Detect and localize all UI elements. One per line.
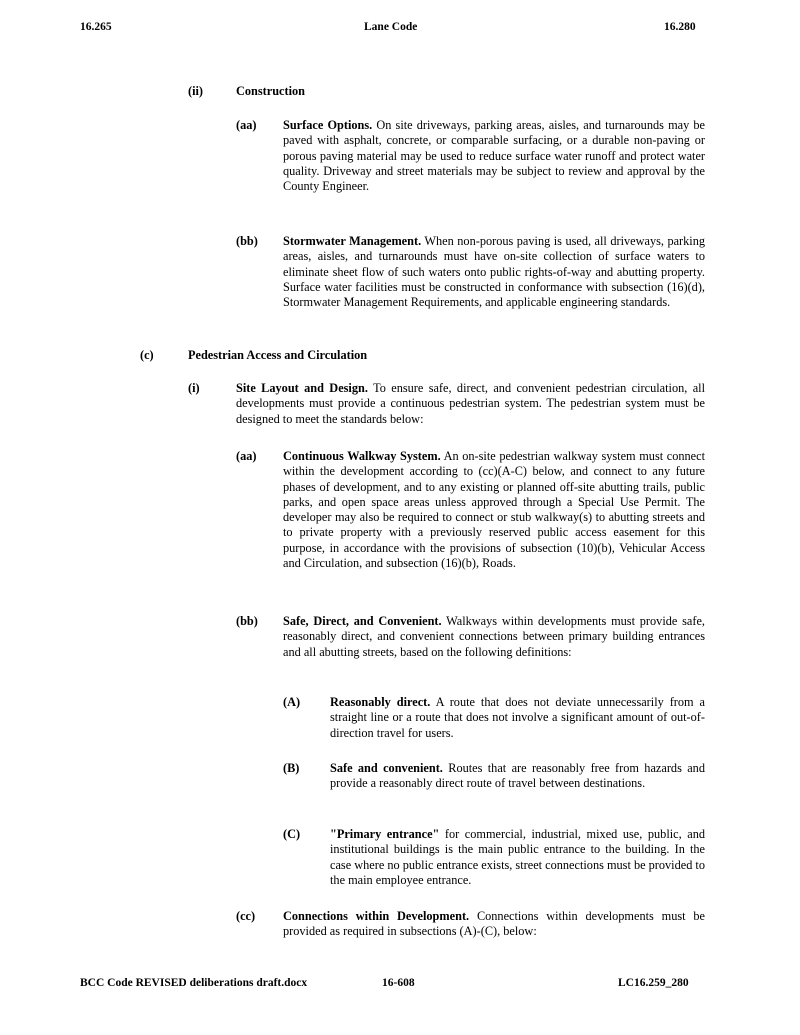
- item-aa-walkway-paragraph: [283, 449, 705, 571]
- item-aa-surface-text: On site driveways, parking areas, aisles, and turnarounds may be paved with asphalt, concrete, or comparable surfacing, or a durable non-paving or porous paving material may be used to reduce surface water runoff and protect water quality. Driveway and street materials may be subject to review and approval by the County Engineer.: [283, 118, 705, 194]
- item-A-paragraph: [330, 695, 705, 741]
- footer-document-code: LC16.259_280: [618, 977, 689, 989]
- item-bb-safe-label: (bb): [236, 614, 258, 628]
- item-i-text: To ensure safe, direct, and convenient pedestrian circulation, all developments must provide a continuous pedestrian system. The pedestrian system must be designed to meet the standards below:: [236, 381, 705, 426]
- footer-filename: BCC Code REVISED deliberations draft.docx: [80, 977, 308, 989]
- item-B-text: Routes that are reasonably free from hazards and provide a reasonably direct route of travel between destinations.: [330, 761, 705, 791]
- item-i-title: Site Layout and Design.: [236, 381, 368, 395]
- item-cc-text: Connections within developments must be provided as required in subsections (A)-(C), below:: [283, 909, 705, 939]
- footer-page-number: 16-608: [382, 977, 415, 989]
- item-bb-stormwater-label: (bb): [236, 234, 258, 248]
- item-aa-surface-paragraph: [283, 118, 705, 194]
- item-aa-surface-label: (aa): [236, 118, 257, 132]
- item-aa-walkway-label: (aa): [236, 449, 257, 463]
- item-bb-safe-paragraph: [283, 614, 705, 660]
- item-aa-walkway-title: Continuous Walkway System.: [283, 449, 441, 463]
- item-aa-surface-title: Surface Options.: [283, 118, 373, 132]
- item-C-text: for commercial, industrial, mixed use, public, and institutional buildings is the main public entrance to the building. In the case where no public entrance exists, street connections must be provided to the main employee entrance.: [330, 827, 705, 887]
- item-cc-title: Connections within Development.: [283, 909, 470, 923]
- item-A-title: Reasonably direct.: [330, 695, 431, 709]
- item-cc-label: (cc): [236, 909, 256, 923]
- header-section-end: 16.280: [664, 21, 696, 33]
- item-bb-stormwater-paragraph: [283, 234, 705, 310]
- header-title: Lane Code: [364, 21, 418, 33]
- item-aa-walkway-text: An on-site pedestrian walkway system must connect within the development according to (cc)(A-C) below, and connect to any future phases of development, and to any existing or planned off-site abutting trails, public parks, and open space areas unless approved through a Special Use Permit. The developer may also be required to connect or stub walkway(s) to abutting streets and to private property with a previously reserved public access easement for this purpose, in accordance with the provisions of subsection (10)(b), Vehicular Access and Circulation, and subsection (16)(b), Roads.: [283, 449, 705, 571]
- item-i-paragraph: [236, 381, 705, 427]
- item-C-label: (C): [283, 827, 301, 841]
- item-C-title: "Primary entrance": [330, 827, 440, 841]
- item-C-paragraph: [330, 827, 705, 888]
- item-B-title: Safe and convenient.: [330, 761, 443, 775]
- item-B-label: (B): [283, 761, 300, 775]
- item-c-label: (c): [140, 348, 154, 362]
- header-section-start: 16.265: [80, 21, 112, 33]
- item-cc-paragraph: [283, 909, 705, 940]
- item-B-paragraph: [330, 761, 705, 792]
- item-ii-heading: Construction: [236, 84, 306, 98]
- item-c-heading: Pedestrian Access and Circulation: [188, 348, 368, 362]
- item-bb-stormwater-title: Stormwater Management.: [283, 234, 422, 248]
- item-bb-stormwater-text: When non-porous paving is used, all driveways, parking areas, aisles, and turnarounds must have on-site collection of surface waters to eliminate sheet flow of such waters onto public rights-of-way and abutting property. Surface water facilities must be constructed in conformance with subsection (16)(d), Stormwater Management Requirements, and applicable engineering standards.: [283, 234, 706, 310]
- item-A-label: (A): [283, 695, 301, 709]
- item-i-label: (i): [188, 381, 200, 395]
- item-ii-label: (ii): [188, 84, 204, 98]
- item-A-text: A route that does not deviate unnecessarily from a straight line or a route that does not involve a significant amount of out-of-direction travel for users.: [330, 695, 705, 740]
- item-bb-safe-title: Safe, Direct, and Convenient.: [283, 614, 442, 628]
- item-bb-safe-text: Walkways within developments must provide safe, reasonably direct, and convenient connections between primary building entrances and all abutting streets, based on the following definitions:: [283, 614, 705, 659]
